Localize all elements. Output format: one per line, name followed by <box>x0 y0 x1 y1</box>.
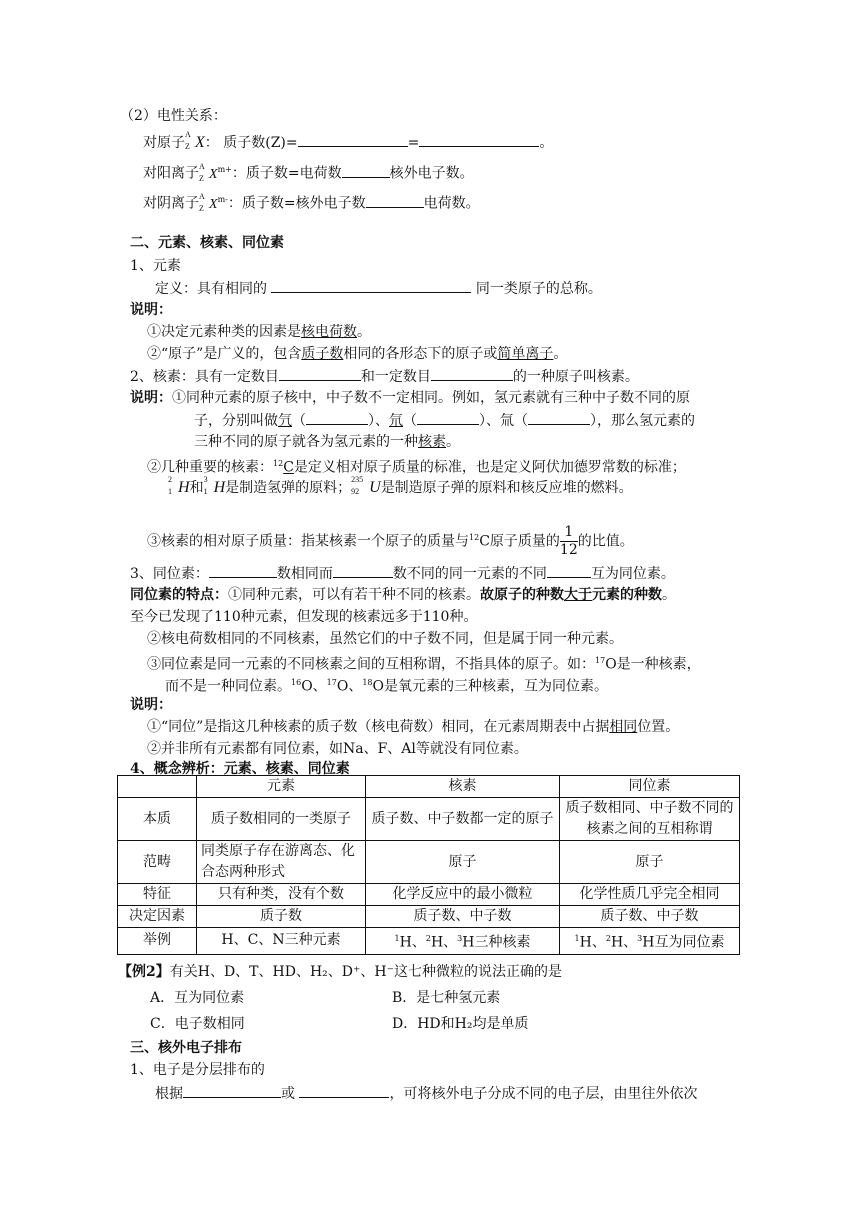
table-row <box>118 798 740 841</box>
blank[interactable] <box>431 366 513 381</box>
nuclide-definition: 2、核素：具有一定数目 和一定数目 的一种原子叫核素。 <box>130 366 639 387</box>
blank[interactable] <box>342 163 390 178</box>
section-2-title: 二、元素、核素、同位素 <box>130 235 284 251</box>
table-header-cell: 核素 <box>366 776 560 798</box>
isotope-feature-1: 同位素的特点：①同种元素，可以有若干种不同的核素。故原子的种数大于元素的种数。 <box>130 587 676 603</box>
table-row <box>118 906 740 928</box>
table-cell: 质子数 <box>197 906 366 928</box>
blank[interactable] <box>183 1083 281 1098</box>
anion-relation-line: 对阴离子 A Z $X^{m-}$：质子数=核外电子数 电荷数。 <box>143 191 480 213</box>
option-d[interactable]: D．HD和H₂均是单质 <box>392 1016 529 1032</box>
electron-layer-heading: 1、电子是分层排布的 <box>130 1062 265 1078</box>
cation-relation-line: 对阳离子 A Z $X^{m+}$：质子数=电荷数 核外电子数。 <box>143 161 474 183</box>
element-heading: 1、元素 <box>130 258 181 274</box>
electron-layer-line: 根据 或 ，可将核外电子分成不同的电子层，由里往外依次 <box>155 1083 697 1104</box>
table-header-cell: 元素 <box>197 776 366 798</box>
note-1: ①决定元素种类的因素是核电荷数。 <box>147 324 371 340</box>
table-cell: 化学反应中的最小微粒 <box>366 884 560 906</box>
isotope-note-1: ①“同位”是指这几种核素的质子数（核电荷数）相同，在元素周期表中占据相同位置。 <box>147 719 680 735</box>
table-cell: $^1$H、$^2$H、$^3$H三种核素 <box>366 928 560 955</box>
blank[interactable] <box>419 132 539 147</box>
table-cell: H、C、N三种元素 <box>197 928 366 955</box>
nuclide-note-1-cont: 子，分别叫做氕（ ）、氘（ ）、氚（ ），那么氢元素的 <box>194 410 695 431</box>
table-cell: 化学性质几乎完全相同 <box>560 884 740 906</box>
table-cell: 质子数、中子数 <box>366 906 560 928</box>
note-2: ②“原子”是广义的，包含质子数相同的各形态下的原子或简单离子。 <box>147 346 568 362</box>
blank[interactable] <box>279 366 361 381</box>
table-cell: $^1$H、$^2$H、$^3$H互为同位素 <box>560 928 740 955</box>
isotope-feature-3: ③同位素是同一元素的不同核素之间的互相称谓，不指具体的原子。如：$^{17}$O是一种核素， <box>147 656 701 673</box>
table-header-cell <box>118 776 197 798</box>
element-definition: 定义：具有相同的 同一类原子的总称。 <box>155 278 602 299</box>
isotope-feature-2: ②核电荷数相同的不同核素，虽然它们的中子数不同，但是属于同一种元素。 <box>147 631 623 647</box>
nuclide-note-1-end: 三种不同的原子就各为氢元素的一种核素。 <box>194 434 460 450</box>
charge-relation-heading: （2）电性关系： <box>120 108 227 124</box>
blank[interactable] <box>298 132 408 147</box>
nuclide-note-2: ②几种重要的核素：$^{12}$C是定义相对原子质量的标准，也是定义阿伏加德罗常数的标准； <box>147 459 686 476</box>
nuclide-symbol: A Z X <box>185 130 205 151</box>
blank[interactable] <box>306 410 368 425</box>
isotope-note-2: ②并非所有元素都有同位素，如Na、F、Al等就没有同位素。 <box>147 741 528 757</box>
table-cell: 同类原子存在游离态、化合态两种形式 <box>197 841 366 884</box>
fraction: $\frac{1}{12}$ <box>559 524 578 559</box>
isotope-definition: 3、同位素： 数相同而 数不同的同一元素的不同 互为同位素。 <box>130 563 675 584</box>
table-cell: 只有种类，没有个数 <box>197 884 366 906</box>
blank[interactable] <box>528 410 590 425</box>
table-row <box>118 884 740 906</box>
table-cell: 质子数相同的一类原子 <box>197 798 366 841</box>
table-cell: 质子数相同、中子数不同的核素之间的互相称谓 <box>560 798 740 841</box>
concept-comparison-title: 4、概念辨析：元素、核素、同位素 <box>130 761 350 777</box>
table-cell: 原子 <box>560 841 740 884</box>
option-c[interactable]: C．电子数相同 <box>150 1016 245 1032</box>
table-cell: 决定因素 <box>118 906 197 928</box>
table-cell: 质子数、中子数 <box>560 906 740 928</box>
isotope-feature-3-cont: 而不是一种同位素。$^{16}$O、$^{17}$O、$^{18}$O是氧元素的三种核素，互为同位素。 <box>165 678 609 695</box>
concept-comparison-table <box>117 775 740 955</box>
section-3-title: 三、核外电子排布 <box>130 1040 242 1056</box>
nuclide-note-2-cont: 2 1 H和 3 1 H是制造氢弹的原料； 235 92 U是制造原子弹的原料和核反应堆的燃料。 <box>168 475 633 496</box>
table-cell: 本质 <box>118 798 197 841</box>
option-a[interactable]: A．互为同位素 <box>150 990 245 1006</box>
table-cell: 特征 <box>118 884 197 906</box>
blank[interactable] <box>271 278 471 293</box>
blank[interactable] <box>299 1083 389 1098</box>
blank[interactable] <box>209 563 277 578</box>
table-header-cell: 同位素 <box>560 776 740 798</box>
table-header-row <box>118 776 740 798</box>
table-cell: 举例 <box>118 928 197 955</box>
option-b[interactable]: B．是七种氢元素 <box>392 990 501 1006</box>
table-row <box>118 928 740 955</box>
table-cell: 原子 <box>366 841 560 884</box>
isotope-feature-1-cont: 至今已发现了110种元素，但发现的核素远多于110种。 <box>130 609 478 625</box>
nuclide-note-1: 说明：①同种元素的原子核中，中子数不一定相同。例如，氢元素就有三种中子数不同的原 <box>130 390 690 406</box>
example-question: 【例2】有关H、D、T、HD、H₂、D⁺、H⁻这七种微粒的说法正确的是 <box>118 964 562 980</box>
table-row <box>118 841 740 884</box>
note-label-2: 说明： <box>130 697 172 713</box>
nuclide-note-3: ③核素的相对原子质量：指某核素一个原子的质量与$^{12}$C原子质量的 $\frac{1}{12}$ 的比值。 <box>147 524 634 559</box>
blank[interactable] <box>417 410 479 425</box>
atom-relation-line: 对原子 A Z X： 质子数(Z)= = 。 <box>143 130 554 151</box>
blank[interactable] <box>547 563 591 578</box>
blank[interactable] <box>333 563 393 578</box>
table-cell: 范畴 <box>118 841 197 884</box>
blank[interactable] <box>366 193 424 208</box>
table-cell: 质子数、中子数都一定的原子 <box>366 798 560 841</box>
note-label: 说明： <box>130 302 172 318</box>
